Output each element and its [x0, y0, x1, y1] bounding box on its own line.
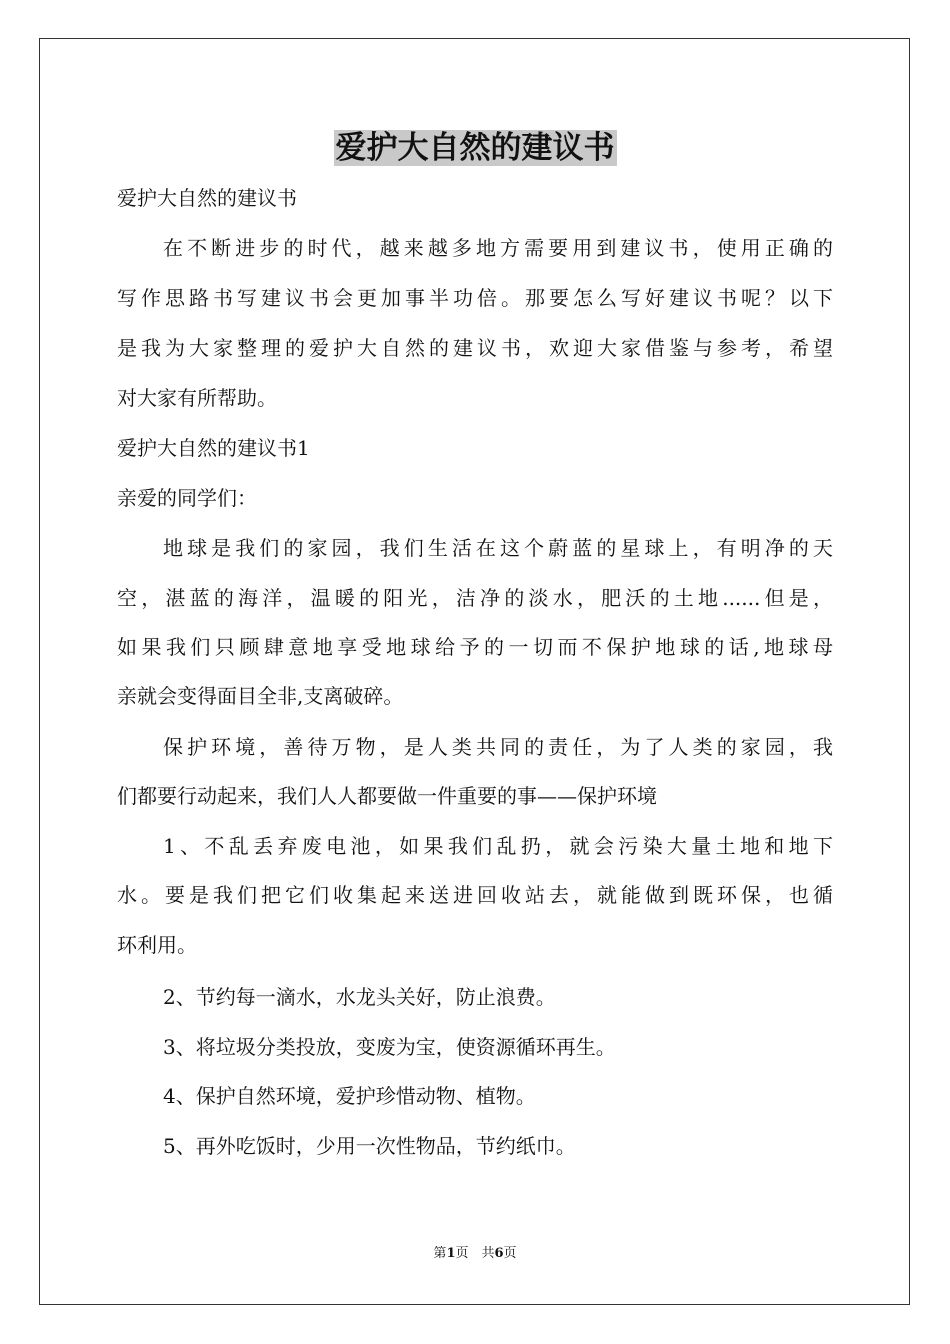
body-line-2: 空，湛蓝的海洋，温暖的阳光，洁净的淡水，肥沃的土地......但是，: [117, 586, 833, 610]
intro-line-3: 是我为大家整理的爱护大自然的建议书，欢迎大家借鉴与参考，希望: [117, 336, 833, 360]
body-line-3: 如果我们只顾肆意地享受地球给予的一切而不保护地球的话,地球母: [117, 635, 833, 659]
intro-line-2: 写作思路书写建议书会更加事半功倍。那要怎么写好建议书呢？以下: [117, 286, 833, 310]
footer-prefix: 第: [433, 1246, 447, 1261]
item-1-line-2: 水。要是我们把它们收集起来送进回收站去，就能做到既环保，也循: [117, 883, 833, 907]
item-3: 3、将垃圾分类投放，变废为宝，使资源循环再生。: [163, 1035, 616, 1059]
footer-page-number: 1: [446, 1246, 456, 1261]
item-1-line-3: 环利用。: [117, 933, 197, 957]
document-title: 爱护大自然的建议书: [335, 130, 615, 166]
page-footer: [0, 1245, 950, 1263]
section-heading: 爱护大自然的建议书1: [117, 436, 310, 460]
body-line-1: 地球是我们的家园，我们生活在这个蔚蓝的星球上，有明净的天: [163, 536, 833, 560]
body-line-4: 亲就会变得面目全非,支离破碎。: [117, 684, 404, 708]
footer-suffix: 页: [503, 1246, 517, 1261]
item-4: 4、保护自然环境，爱护珍惜动物、植物。: [163, 1084, 536, 1108]
footer-middle: 页 共: [455, 1246, 495, 1261]
subtitle-line: 爱护大自然的建议书: [117, 186, 297, 210]
intro-line-4: 对大家有所帮助。: [117, 386, 277, 410]
intro-line-1: 在不断进步的时代，越来越多地方需要用到建议书，使用正确的: [163, 236, 833, 260]
salutation: 亲爱的同学们：: [117, 486, 257, 510]
footer-total-pages: 6: [494, 1246, 504, 1261]
item-1-line-1: 1、不乱丢弃废电池，如果我们乱扔，就会污染大量土地和地下: [163, 834, 833, 858]
item-2: 2、节约每一滴水，水龙头关好，防止浪费。: [163, 985, 556, 1009]
body-line-5: 保护环境，善待万物，是人类共同的责任，为了人类的家园，我: [163, 735, 833, 759]
item-5: 5、再外吃饭时，少用一次性物品，节约纸巾。: [163, 1134, 576, 1158]
page-border: [39, 38, 910, 1305]
body-line-6: 们都要行动起来，我们人人都要做一件重要的事——保护环境: [117, 784, 657, 808]
